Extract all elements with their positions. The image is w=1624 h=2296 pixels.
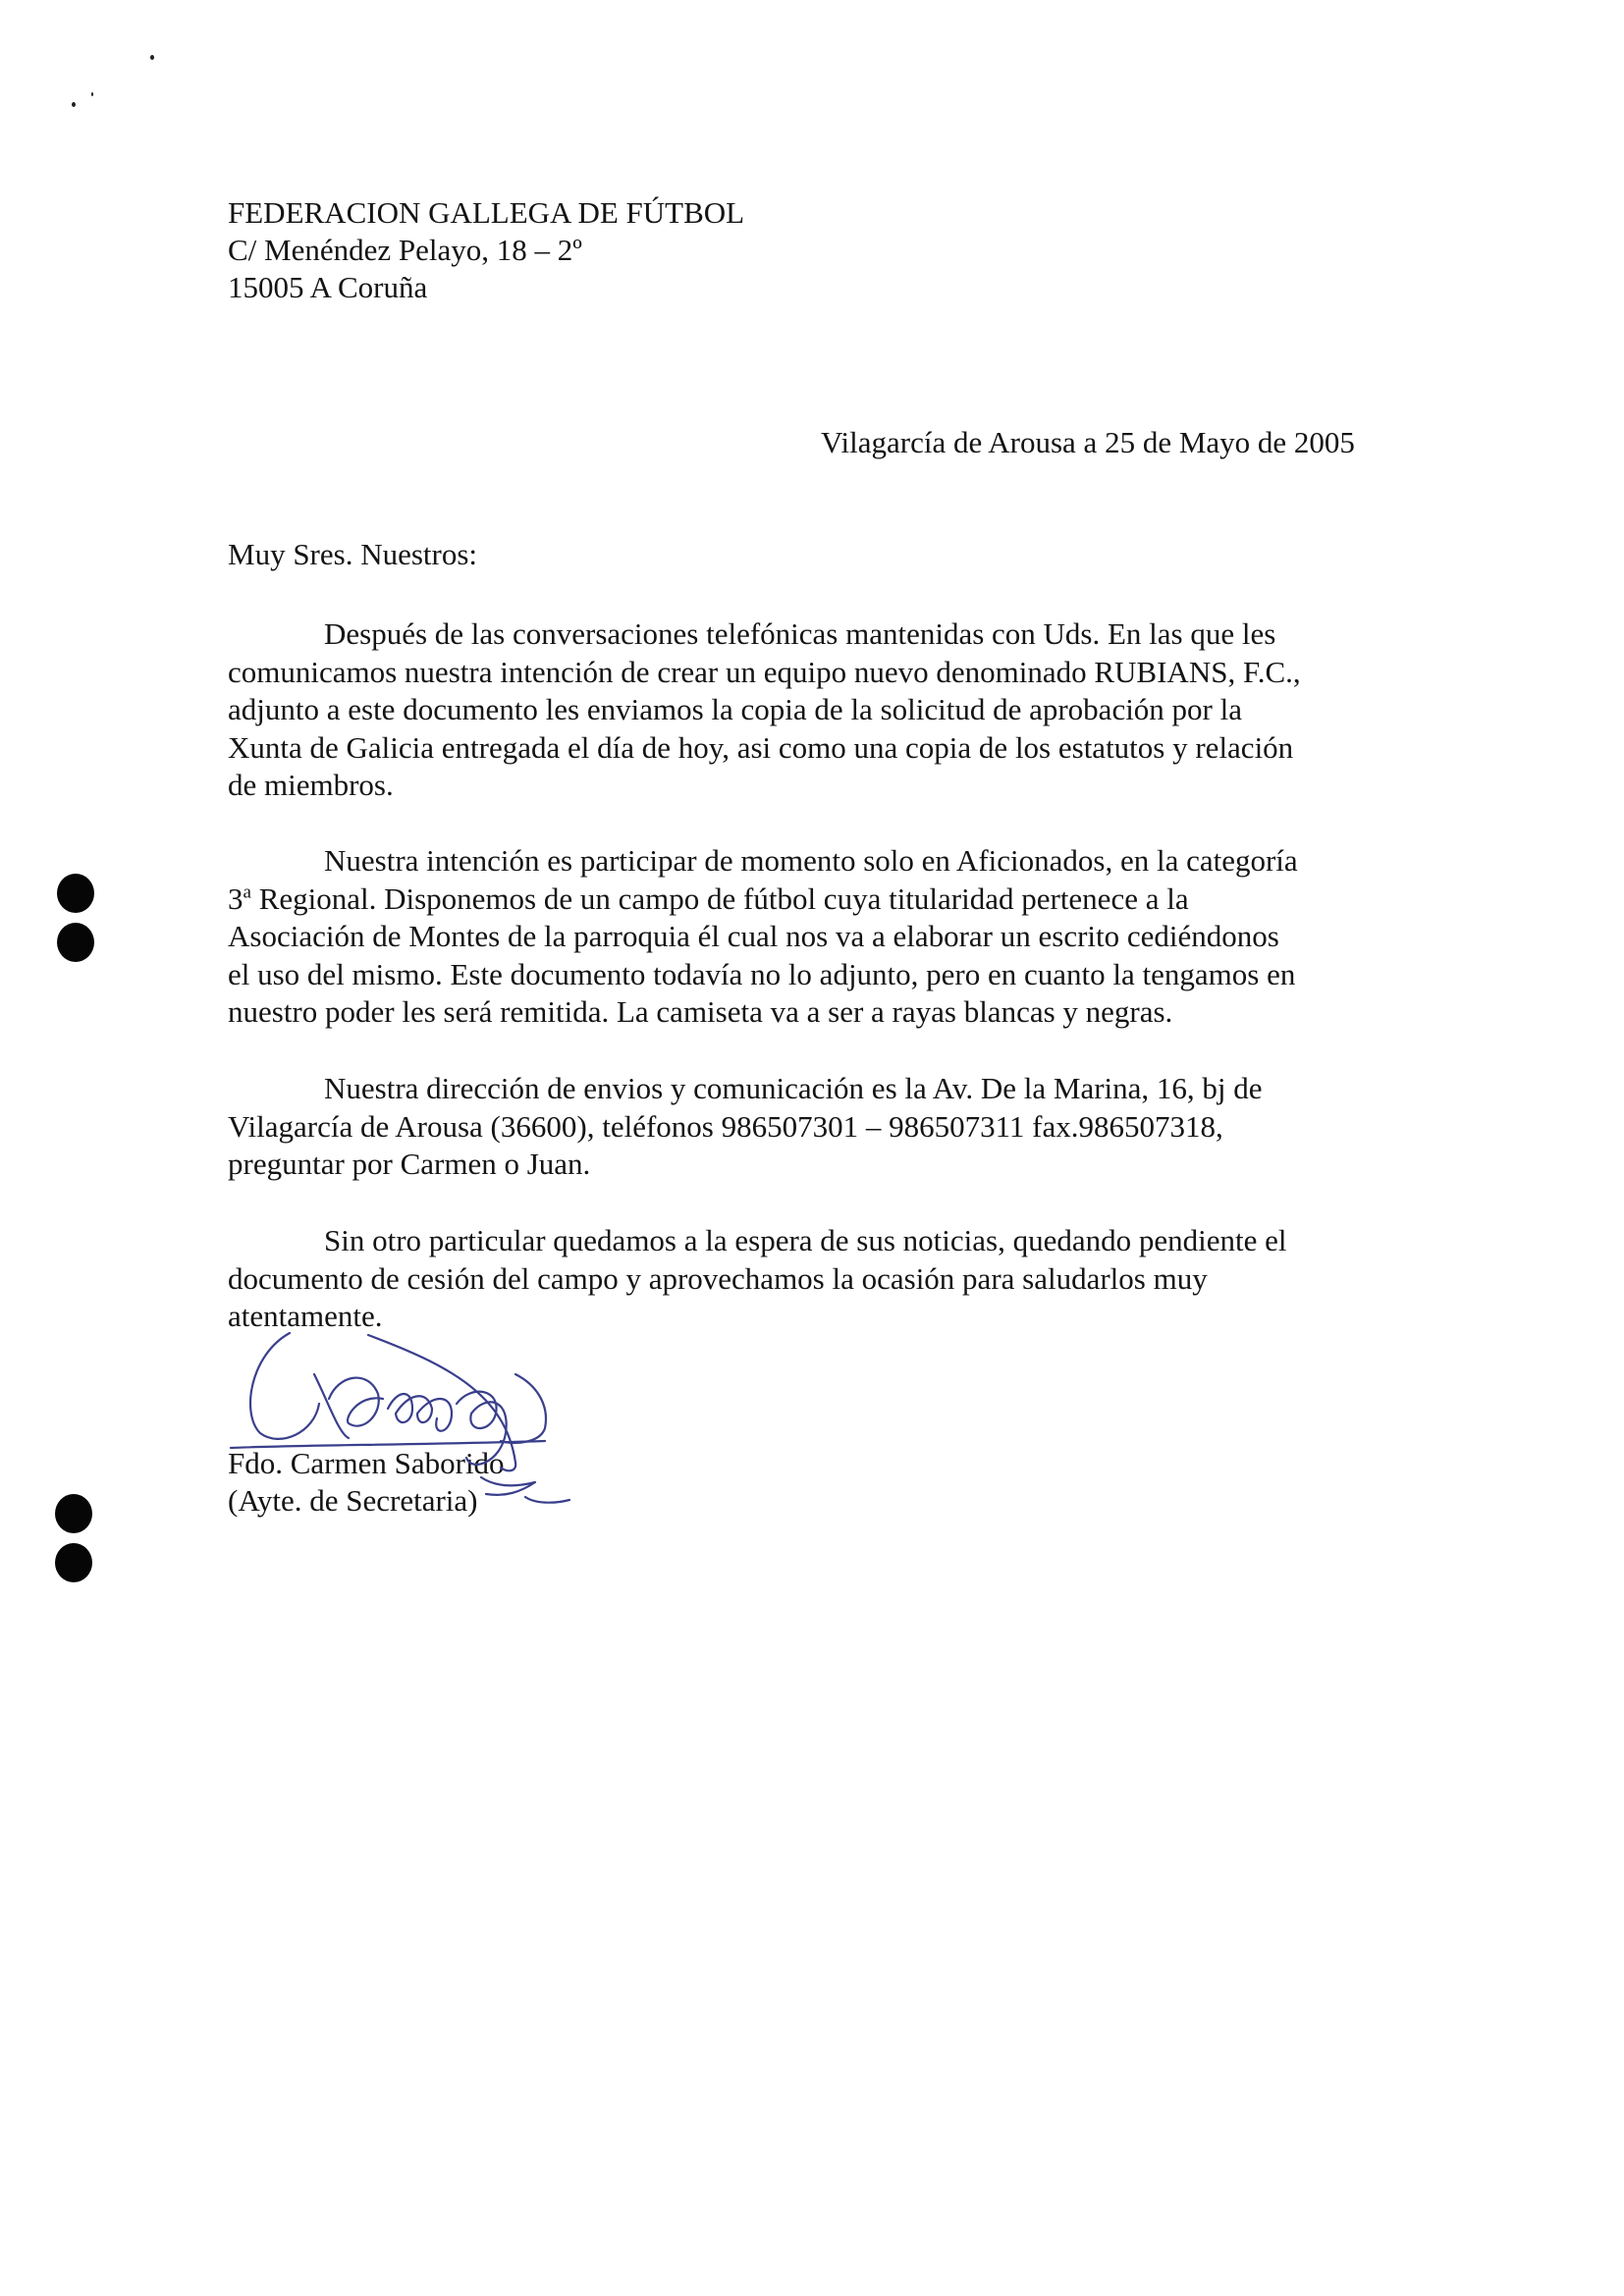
punch-hole [55, 1494, 92, 1533]
paragraph-contact [228, 1070, 1406, 1184]
salutation: Muy Sres. Nuestros: [228, 537, 478, 571]
handwritten-signature [221, 1276, 633, 1531]
scan-speck [91, 92, 93, 96]
category-ordinal: a [243, 881, 251, 903]
date-line: Vilagarcía de Arousa a 25 de Mayo de 2005 [821, 425, 1355, 459]
paragraph-line: el uso del mismo. Este documento todavía no lo adjunto, pero en cuanto la tengamos en [228, 956, 1296, 991]
addressee-block [228, 194, 744, 306]
category-text: Regional. Disponemos de un campo de fútbol cuya titularidad pertenece a la [250, 881, 1189, 916]
punch-hole [55, 1543, 92, 1582]
paragraph-line: comunicamos nuestra intención de crear un equipo nuevo denominado RUBIANS, F.C., [228, 654, 1301, 689]
paragraph-line: documento de cesión del campo y aprovechamos la ocasión para saludarlos muy [228, 1260, 1208, 1296]
paragraph-line: Después de las conversaciones telefónicas mantenidas con Uds. En las que les [324, 616, 1276, 651]
scan-speck [150, 55, 154, 60]
paragraph-line: nuestro poder les será remitida. La camiseta va a ser a rayas blancas y negras. [228, 994, 1173, 1029]
paragraph-line: Nuestra dirección de envios y comunicación es la Av. De la Marina, 16, bj de [324, 1071, 1263, 1105]
paragraph-line: Nuestra intención es participar de momento solo en Aficionados, en la categoría [324, 843, 1298, 878]
paragraph-line [228, 881, 1406, 919]
paragraph-line: atentamente. [228, 1299, 383, 1333]
paragraph-intro [228, 615, 1406, 805]
paragraph-line: Vilagarcía de Arousa (36600), teléfonos 986507301 – 986507311 fax.986507318, [228, 1108, 1223, 1144]
addressee-city: 15005 A Coruña [228, 270, 428, 304]
paragraph-line: adjunto a este documento les enviamos la copia de la solicitud de aprobación por la [228, 692, 1243, 726]
addressee-name: FEDERACION GALLEGA DE FÚTBOL [228, 195, 745, 230]
punch-hole [57, 923, 94, 962]
addressee-street: C/ Menéndez Pelayo, 18 – 2º [228, 233, 582, 267]
paragraph-intention [228, 842, 1406, 1032]
paragraph-line: Xunta de Galicia entregada el día de hoy, asi como una copia de los estatutos y relación [228, 729, 1294, 765]
category-number: 3 [228, 881, 244, 916]
paragraph-line: de miembros. [228, 768, 394, 802]
scan-speck [72, 102, 76, 107]
paragraph-line: preguntar por Carmen o Juan. [228, 1147, 591, 1181]
paragraph-line: Asociación de Montes de la parroquia él cual nos va a elaborar un escrito cediéndonos [228, 919, 1279, 953]
punch-hole [57, 874, 94, 913]
signatory-role: (Ayte. de Secretaria) [228, 1483, 478, 1518]
signatory-name: Fdo. Carmen Saborido [228, 1446, 505, 1480]
paragraph-line: Sin otro particular quedamos a la espera de sus noticias, quedando pendiente el [324, 1223, 1287, 1257]
